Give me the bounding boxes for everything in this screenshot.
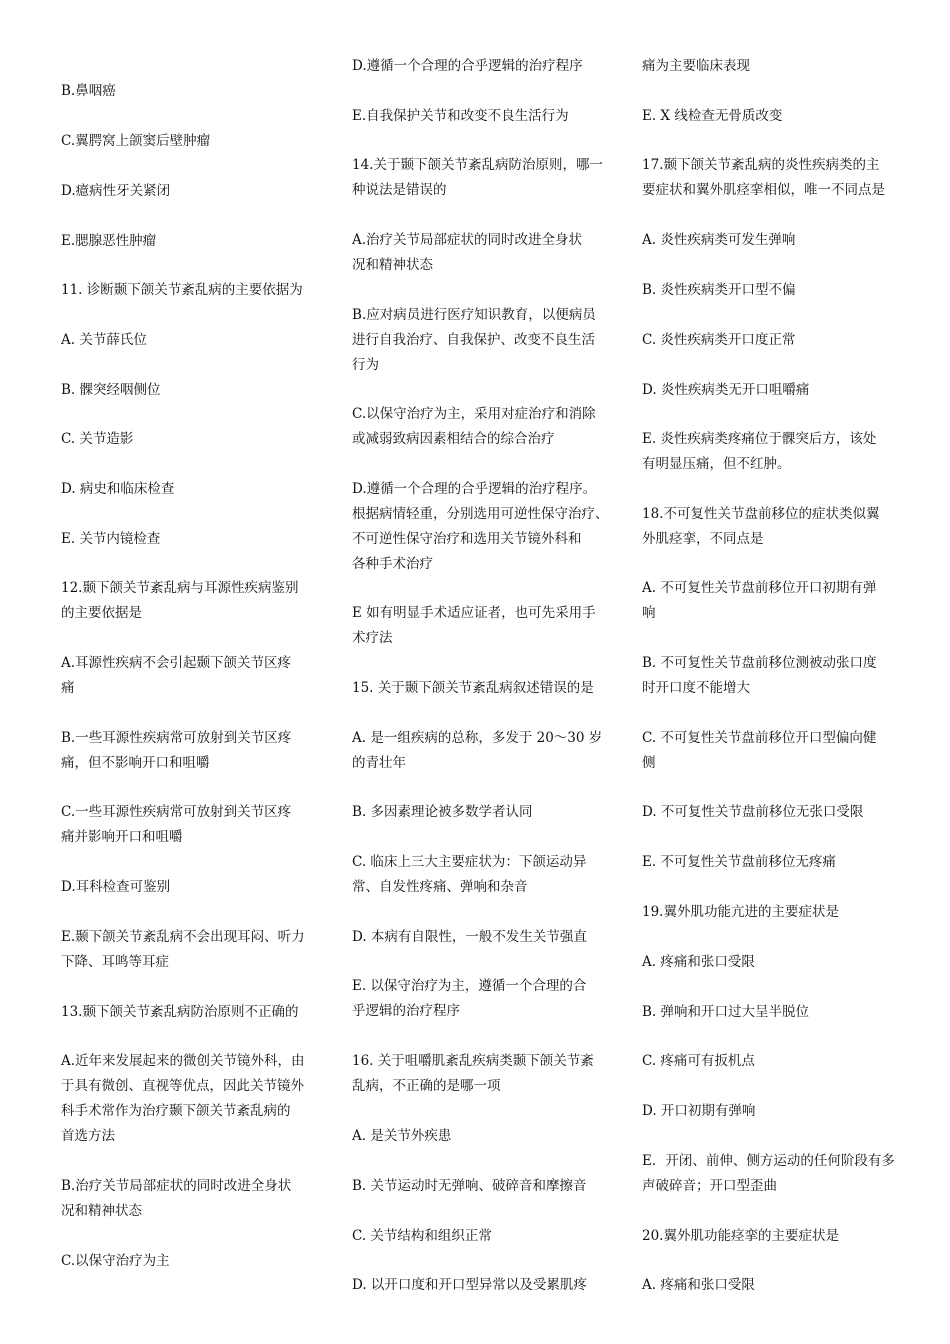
option-text: E. 炎性疾病类疼痛位于髁突后方，该处 有明显压痛，但不红肿。: [642, 431, 877, 472]
option-text: B. 弹响和开口过大呈半脱位: [642, 1004, 810, 1020]
option-text: E. 不可复性关节盘前移位无疼痛: [642, 854, 836, 870]
option-text: B.治疗关节局部症状的同时改进全身状 况和精神状态: [61, 1178, 292, 1219]
option-text: A. 不可复性关节盘前移位开口初期有弹 响: [642, 580, 877, 621]
question-text: 20.翼外肌功能痉挛的主要症状是: [642, 1228, 839, 1244]
question-text: 15. 关于颞下颌关节紊乱病叙述错误的是: [352, 680, 594, 696]
option-text: B. 不可复性关节盘前移位测被动张口度 时开口度不能增大: [642, 655, 877, 696]
option-text: D.遵循一个合理的合乎逻辑的治疗程序。 根据病情轻重，分别选用可逆性保守治疗、 不可逆性保守治疗和选用关节镜外科和 各种手术治疗: [352, 481, 609, 572]
option-text: A. 是一组疾病的总称，多发于 20～30 岁 的青壮年: [352, 730, 603, 771]
option-text: A. 疼痛和张口受限: [642, 1277, 755, 1293]
option-text: D. 炎性疾病类无开口咀嚼痛: [642, 382, 810, 398]
option-text: A.近年来发展起来的微创关节镜外科，由 于具有微创、直视等优点，因此关节镜外 科手术常作为治疗颞下颌关节紊乱病的 首选方法: [61, 1053, 305, 1144]
question-text: 13.颞下颌关节紊乱病防治原则不正确的: [61, 1004, 299, 1020]
option-text: 痛为主要临床表现: [642, 58, 750, 74]
option-text: B. 关节运动时无弹响、破碎音和摩擦音: [352, 1178, 587, 1194]
option-text: C.以保守治疗为主，采用对症治疗和消除 或减弱致病因素相结合的综合治疗: [352, 406, 596, 447]
question-text: 18.不可复性关节盘前移位的症状类似翼 外肌痉挛，不同点是: [642, 506, 880, 547]
option-text: E. 关节内镜检查: [61, 531, 161, 547]
option-text: B. 多因素理论被多数学者认同: [352, 804, 533, 820]
option-text: D. 本病有自限性，一般不发生关节强直: [352, 929, 587, 945]
option-text: E.自我保护关节和改变不良生活行为: [352, 108, 569, 124]
option-text: E.腮腺恶性肿瘤: [61, 233, 157, 249]
option-text: E.颞下颌关节紊乱病不会出现耳闷、听力 下降、耳鸣等耳症: [61, 929, 305, 970]
option-text: E．开闭、前伸、侧方运动的任何阶段有多 声破碎音；开口型歪曲: [642, 1153, 895, 1194]
option-text: D.遵循一个合理的合乎逻辑的治疗程序: [352, 58, 583, 74]
option-text: A. 关节薛氏位: [61, 332, 147, 348]
option-text: C.以保守治疗为主: [61, 1253, 170, 1269]
option-text: C. 关节造影: [61, 431, 134, 447]
option-text: B. 髁突经咽侧位: [61, 382, 161, 398]
option-text: C. 炎性疾病类开口度正常: [642, 332, 796, 348]
option-text: C. 不可复性关节盘前移位开口型偏向健 侧: [642, 730, 877, 771]
question-text: 12.颞下颌关节紊乱病与耳源性疾病鉴别 的主要依据是: [61, 580, 299, 621]
option-text: B.一些耳源性疾病常可放射到关节区疼 痛，但不影响开口和咀嚼: [61, 730, 292, 771]
option-text: B.应对病员进行医疗知识教育，以便病员 进行自我治疗、自我保护、改变不良生活 行为: [352, 307, 596, 373]
option-text: D. 病史和临床检查: [61, 481, 175, 497]
option-text: A. 炎性疾病类可发生弹响: [642, 232, 796, 248]
option-text: D. 不可复性关节盘前移位无张口受限: [642, 804, 864, 820]
option-text: C. 疼痛可有扳机点: [642, 1053, 755, 1069]
question-text: 19.翼外肌功能亢进的主要症状是: [642, 904, 839, 920]
question-text: 16. 关于咀嚼肌紊乱疾病类颞下颌关节紊 乱病，不正确的是哪一项: [352, 1053, 594, 1094]
option-text: D.癔病性牙关紧闭: [61, 183, 171, 199]
option-text: B. 炎性疾病类开口型不偏: [642, 282, 796, 298]
option-text: A.耳源性疾病不会引起颞下颌关节区疼 痛: [61, 655, 292, 696]
option-text: A. 疼痛和张口受限: [642, 954, 755, 970]
option-text: A. 是关节外疾患: [352, 1128, 452, 1144]
option-text: A.治疗关节局部症状的同时改进全身状 况和精神状态: [352, 232, 583, 273]
option-text: B.鼻咽癌: [61, 83, 116, 99]
question-text: 14.关于颞下颌关节紊乱病防治原则，哪一 种说法是错误的: [352, 157, 603, 198]
option-text: C. 临床上三大主要症状为：下颌运动异 常、自发性疼痛、弹响和杂音: [352, 854, 587, 895]
option-text: D. 开口初期有弹响: [642, 1103, 756, 1119]
option-text: D. 以开口度和开口型异常以及受累肌疼: [352, 1277, 587, 1293]
option-text: E. 以保守治疗为主，遵循一个合理的合 乎逻辑的治疗程序: [352, 978, 587, 1019]
option-text: C. 关节结构和组织正常: [352, 1228, 492, 1244]
option-text: C.一些耳源性疾病常可放射到关节区疼 痛并影响开口和咀嚼: [61, 804, 292, 845]
option-text: E. X 线检查无骨质改变: [642, 108, 783, 124]
option-text: D.耳科检查可鉴别: [61, 879, 171, 895]
option-text: C.翼腭窝上颌窦后壁肿瘤: [61, 133, 211, 149]
question-text: 17.颞下颌关节紊乱病的炎性疾病类的主 要症状和翼外肌痉挛相似，唯一不同点是: [642, 157, 885, 198]
question-text: 11. 诊断颞下颌关节紊乱病的主要依据为: [61, 282, 303, 298]
option-text: E 如有明显手术适应证者，也可先采用手 术疗法: [352, 605, 596, 646]
